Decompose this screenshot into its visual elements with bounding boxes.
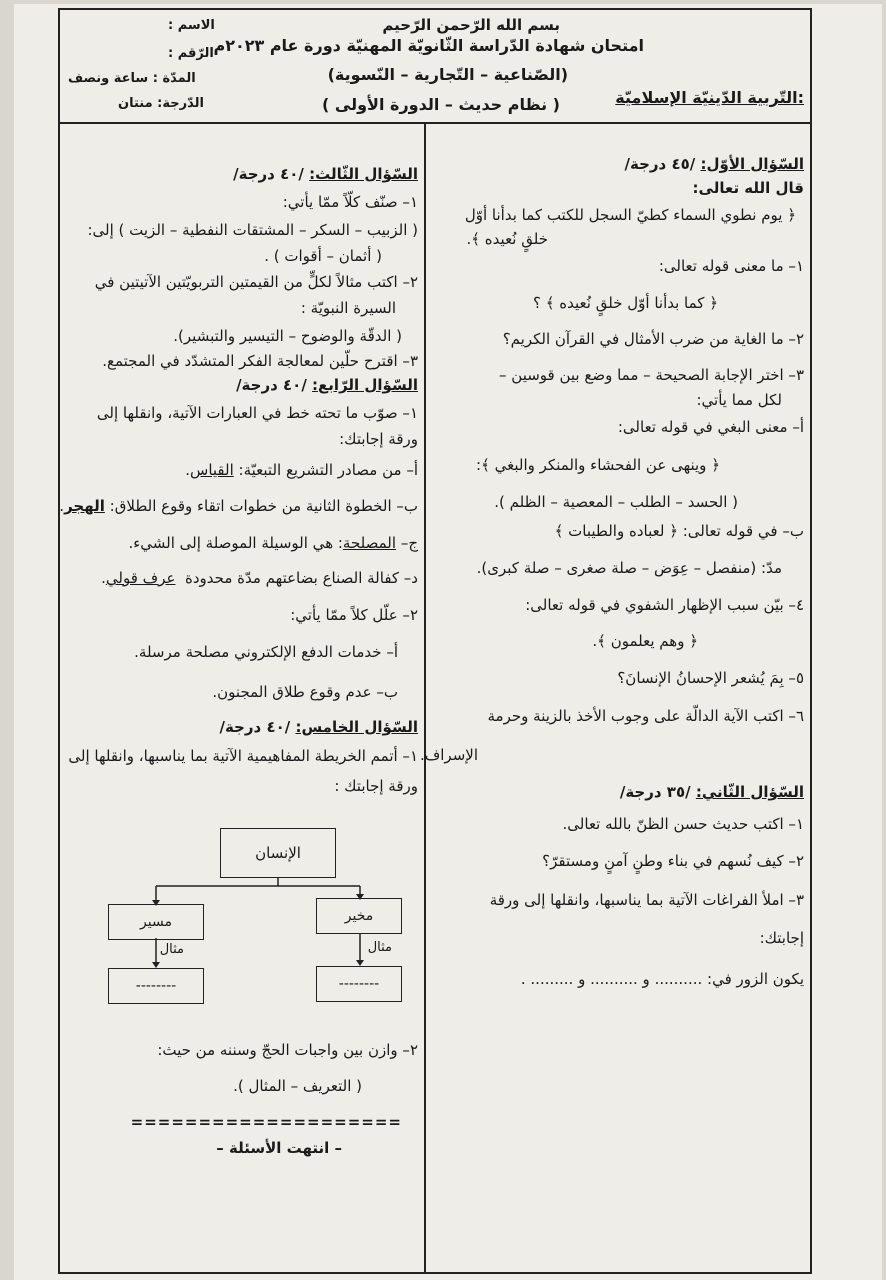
q1-4-verse: ﴿ وهم يعلمون ﴾. [592,632,698,650]
map-root-box [220,828,336,878]
q1-5: ٥– بِمَ يُشعر الإحسانُ الإنسانَ؟ [617,669,804,687]
q5-marks: /٤٠ درجة/ [219,718,291,736]
map-blank-right: -------- [338,976,380,992]
q1-title: السّؤال الأوّل: [700,155,804,173]
q4-1c-prefix: ج– [400,534,418,552]
exam-branches: (الصّناعية – التّجارية – النّسوية) [327,65,568,84]
q4-2b: ب– عدم وقوع طلاق المجنون. [212,683,398,701]
q1-3-line2: لكل مما يأتي: [696,391,782,409]
q2-title: السّؤال الثّاني: [695,783,804,801]
q1-3a-verse: ﴿ وينهى عن الفحشاء والمنكر والبغي ﴾: [476,456,720,474]
q5-2: ٢– وازن بين واجبات الحجّ وسننه من حيث: [157,1041,418,1059]
map-blank-left: -------- [135,978,177,994]
q1-6-line2: الإسراف. [419,746,478,764]
map-blank-right-box [316,966,402,1002]
exam-system: ( نظام حديث – الدورة الأولى ) [322,95,560,114]
duration-label: المدّة : ساعة ونصف [68,71,196,86]
exam-header [60,10,810,124]
basmala: بسم الله الرّحمن الرّحيم [382,16,560,34]
q5-1-line2: ورقة إجابتك : [334,777,418,795]
q1-4: ٤– بيّن سبب الإظهار الشفوي في قوله تعالى: [525,596,804,614]
q4-1-line2: ورقة إجابتك: [339,430,418,448]
exam-sheet [14,4,882,1280]
q1-3a: أ– معنى البغي في قوله تعالى: [617,418,804,436]
q4-1c-underlined: المصلحة [342,534,397,552]
q2-2: ٢– كيف نُسهم في بناء وطنٍ آمنٍ ومستقرّ؟ [542,852,804,870]
q1-6-line1: ٦– اكتب الآية الدالّة على وجوب الأخذ بالزينة وحرمة [487,707,804,725]
q4-1c-text: : هي الوسيلة الموصلة إلى الشيء. [128,534,343,552]
q3-1: ١– صنّف كلّاً ممّا يأتي: [282,193,418,211]
q2-3-blank: يكون الزور في: .......... و .......... و ......... . [520,970,804,988]
q2-3-line2: إجابتك: [759,929,804,947]
map-example-right: مثال [367,940,392,955]
separator: ==================== [130,1113,402,1131]
map-branch-left: مسير [140,914,172,930]
q1-marks: /٤٥ درجة/ [624,155,696,173]
q5-title: السّؤال الخامس: [295,718,418,736]
map-branch-left-box [108,904,204,940]
q4-1d-text: د– كفالة الصناع بضاعتهم مدّة محدودة [185,569,418,587]
q3-marks: /٤٠ درجة/ [233,165,304,183]
q4-1a-underlined: القياس [190,461,234,479]
q4-2a: أ– خدمات الدفع الإلكتروني مصلحة مرسلة. [134,643,398,661]
q4-1-line1: ١– صوّب ما تحته خط في العبارات الآتية، وانقلها إلى [96,404,418,422]
map-example-left: مثال [159,942,184,957]
q5-1-line1: ١– أتمم الخريطة المفاهيمية الآتية بما يناسبها، وانقلها إلى [68,747,418,765]
q4-2: ٢– علّل كلاً ممّا يأتي: [290,606,418,624]
subject-title: التّربية الدّينيّة الإسلاميّة: [615,88,804,107]
q2-marks: /٣٥ درجة/ [619,783,691,801]
name-label: الاسم : [168,18,215,33]
q3-2-values: ( الدقّة والوضوح – التيسير والتبشير). [173,327,402,345]
exam-frame [58,8,812,1274]
grade-label: الدّرجة: منتان [118,96,204,111]
q2-1: ١– اكتب حديث حسن الظنّ بالله تعالى. [562,815,804,833]
q4-1b-text: ب– الخطوة الثانية من خطوات اتقاء وقوع الطلاق: [109,497,418,515]
right-column [419,122,808,1272]
q1-1-verse: ﴿ كما بدأنا أوّل خلقٍ نُعيده ﴾ ؟ [533,294,718,312]
end-of-questions: – انتهت الأسئلة – [216,1139,342,1157]
number-label: الرّقم : [168,46,214,61]
q4-1b-underlined: الهجر [64,497,105,515]
q1-2: ٢– ما الغاية من ضرب الأمثال في القرآن الكريم؟ [502,330,804,348]
exam-title: امتحان شهادة الدّراسة الثّانويّة المهنيّة دورة عام ٢٠٢٣م [213,36,644,55]
q3-title: السّؤال الثّالث: [309,165,418,183]
q1-3-line1: ٣– اختر الإجابة الصحيحة – مما وضع بين قوسين – [499,366,804,384]
map-blank-left-box [108,968,204,1004]
q3-1-cats: ( أثمان – أقوات ) . [264,247,382,265]
q4-marks: /٤٠ درجة/ [236,376,307,394]
concept-map-connectors [60,122,422,1022]
map-branch-right: مخير [344,908,374,924]
map-branch-right-box [316,898,402,934]
q3-2-line2: السيرة النبويّة : [300,299,396,317]
q4-1a-text: أ– من مصادر التشريع التبعيّة: [238,461,418,479]
q1-3b-options: مدّ: (منفصل – عِوَض – صلة صغرى – صلة كبرى). [476,559,782,577]
q1-1: ١– ما معنى قوله تعالى: [658,257,804,275]
q1-3b: ب– في قوله تعالى: ﴿ لعباده والطيبات ﴾ [554,522,804,540]
q1-intro: قال الله تعالى: [692,179,804,197]
q3-2-line1: ٢– اكتب مثالاً لكلٍّ من القيمتين التربويّتين الآتيتين في [94,273,418,291]
q4-title: السّؤال الرّابع: [312,376,418,394]
q3-1-items: ( الزبيب – السكر – المشتقات النفطية – الزيت ) إلى: [87,221,418,239]
left-column: السّؤال الثّالث: /٤٠ درجة/ ١– صنّف كلّاً ممّا يأتي: ( الزبيب – السكر – المشتقات النفطية – الزيت ) إلى: ( أثمان – أقوات ) . ٢– اكتب مثالاً لكلٍّ من القيمتين التربويّتين الآتيتين في السيرة النبويّة : ( الدقّة والوضوح – التيسير والتبشير). ٣– اقترح حلّين لمعالجة الفكر المتشدّد في المجتمع. السّؤال الرّابع: /٤٠ درجة/ ١– صوّب ما تحته خط في العبارات الآتية، وانقلها إلى ورقة إجابتك: أ– من مصادر التشريع التبعيّة: القياس. ب– الخطوة الثانية من خطوات اتقاء وقوع الطلاق: الهجر. ج– المصلحة: هي الوسيلة الموصلة إلى الشيء. د– كفالة الصناع بضاعتهم مدّة محدودة عرف قولي. ٢– علّل كلاً ممّا يأتي: أ– خدمات الدفع الإلكتروني مصلحة مرسلة. ب– عدم وقوع طلاق المجنون. السّؤال الخامس: /٤٠ درجة/ ١– أتمم الخريطة المفاهيمية الآتية بما يناسبها، وانقلها إلى ورقة إجابتك : الإنسان مسير مخير مثال مثال -------- -------- ٢– وازن بين واجبات الحجّ وسننه من حيث: ( التعريف – المثال ). ==================== – انتهت الأسئلة – [60,122,422,1272]
q1-verse-line2: خلقٍ نُعيده ﴾. [466,230,548,248]
column-divider [424,122,426,1272]
q1-3a-options: ( الحسد – الطلب – المعصية – الظلم ). [494,493,738,511]
q4-1d-underlined: عرف قولي [105,569,176,587]
q5-2-criteria: ( التعريف – المثال ). [233,1077,362,1095]
map-root: الإنسان [255,844,301,862]
q1-verse-line1: ﴿ يوم نطوي السماء كطيّ السجل للكتب كما بدأنا أوّل [464,206,796,224]
q2-3-line1: ٣– املأ الفراغات الآتية بما يناسبها، وانقلها إلى ورقة [489,891,804,909]
q3-3: ٣– اقترح حلّين لمعالجة الفكر المتشدّد في المجتمع. [102,352,418,370]
